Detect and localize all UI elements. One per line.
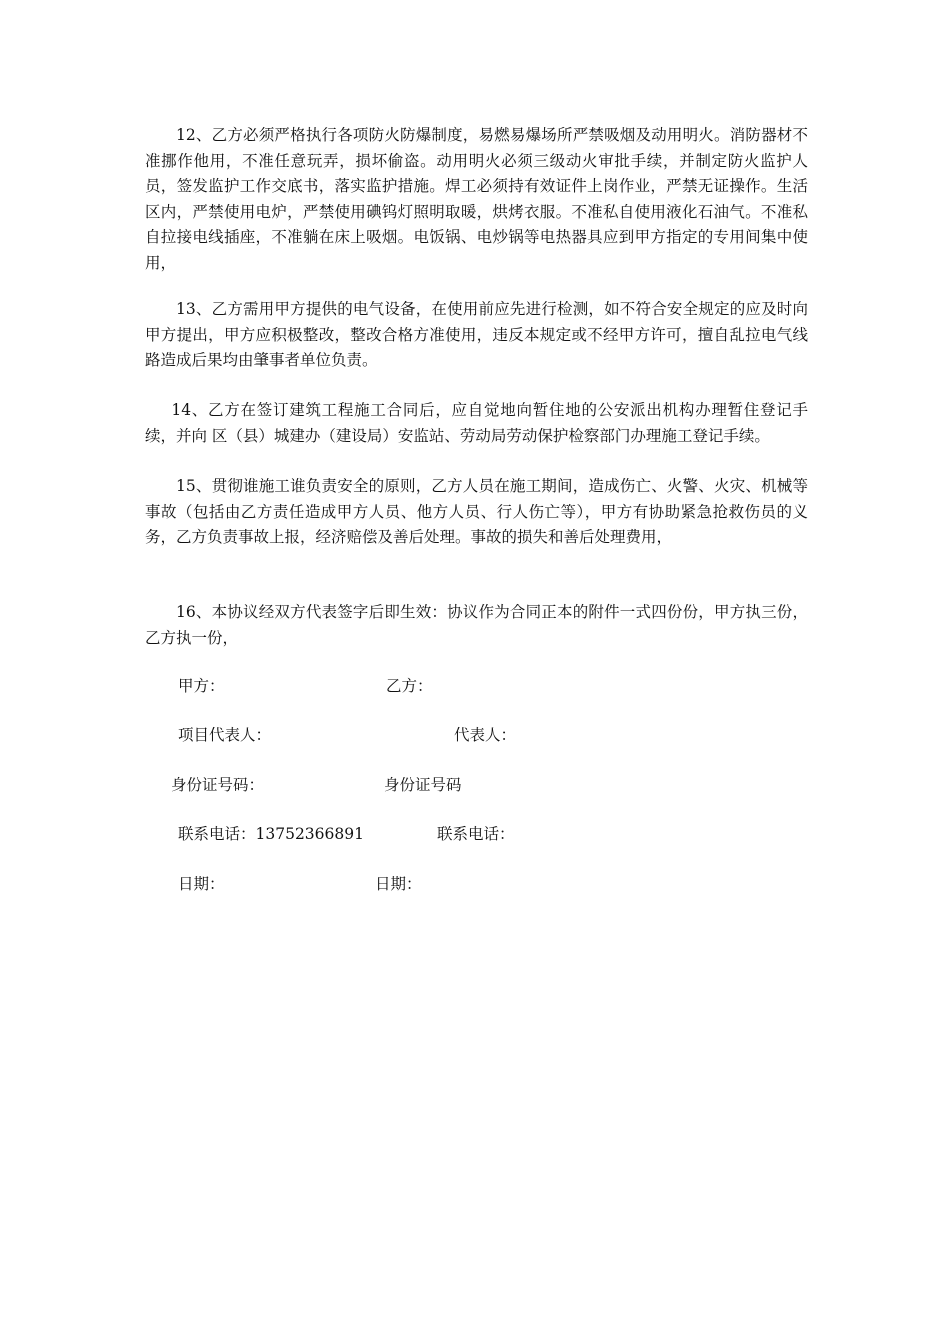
id-number-a-label: 身份证号码： [171, 776, 265, 794]
date-b-label: 日期： [375, 875, 422, 893]
clause-15: 15、贯彻谁施工谁负责安全的原则，乙方人员在施工期间，造成伤亡、火警、火灾、机械等事故（包括由乙方责任造成甲方人员、他方人员、行人伤亡等），甲方有协助紧急抢救伤员的义务，乙方负责事故上报，经济赔偿及善后处理。事故的损失和善后处理费用， [145, 477, 808, 546]
phone-b-label: 联系电话： [437, 825, 515, 843]
phone-a-label: 联系电话：13752366891 [178, 825, 364, 843]
party-a-label: 甲方： [178, 677, 225, 695]
project-representative-label: 项目代表人： [178, 726, 272, 744]
representative-label: 代表人： [454, 726, 517, 744]
party-b-label: 乙方： [386, 677, 433, 695]
date-a-label: 日期： [178, 875, 225, 893]
clause-12: 12、乙方必须严格执行各项防火防爆制度，易燃易爆场所严禁吸烟及动用明火。消防器材不准挪作他用，不准任意玩弄，损坏偷盗。动用明火必须三级动火审批手续，并制定防火监护人员，签发监护工作交底书，落实监护措施。焊工必须持有效证件上岗作业，严禁无证操作。生活区内，严禁使用电炉，严禁使用碘钨灯照明取暖，烘烤衣服。不准私自使用液化石油气。不准私自拉接电线插座，不准躺在床上吸烟。电饭锅、电炒锅等电热器具应到甲方指定的专用间集中使用， [145, 126, 808, 272]
id-number-b-label: 身份证号码 [384, 776, 462, 794]
clause-14: 14、乙方在签订建筑工程施工合同后，应自觉地向暂住地的公安派出机构办理暂住登记手续，并向 区（县）城建办（建设局）安监站、劳动局劳动保护检察部门办理施工登记手续。 [145, 401, 808, 445]
clause-16: 16、本协议经双方代表签字后即生效：协议作为合同正本的附件一式四份份，甲方执三份，乙方执一份， [145, 603, 808, 647]
clause-13: 13、乙方需用甲方提供的电气设备，在使用前应先进行检测，如不符合安全规定的应及时向甲方提出，甲方应积极整改，整改合格方准使用，违反本规定或不经甲方许可，擅自乱拉电气线路造成后果均由肇事者单位负责。 [145, 300, 808, 369]
